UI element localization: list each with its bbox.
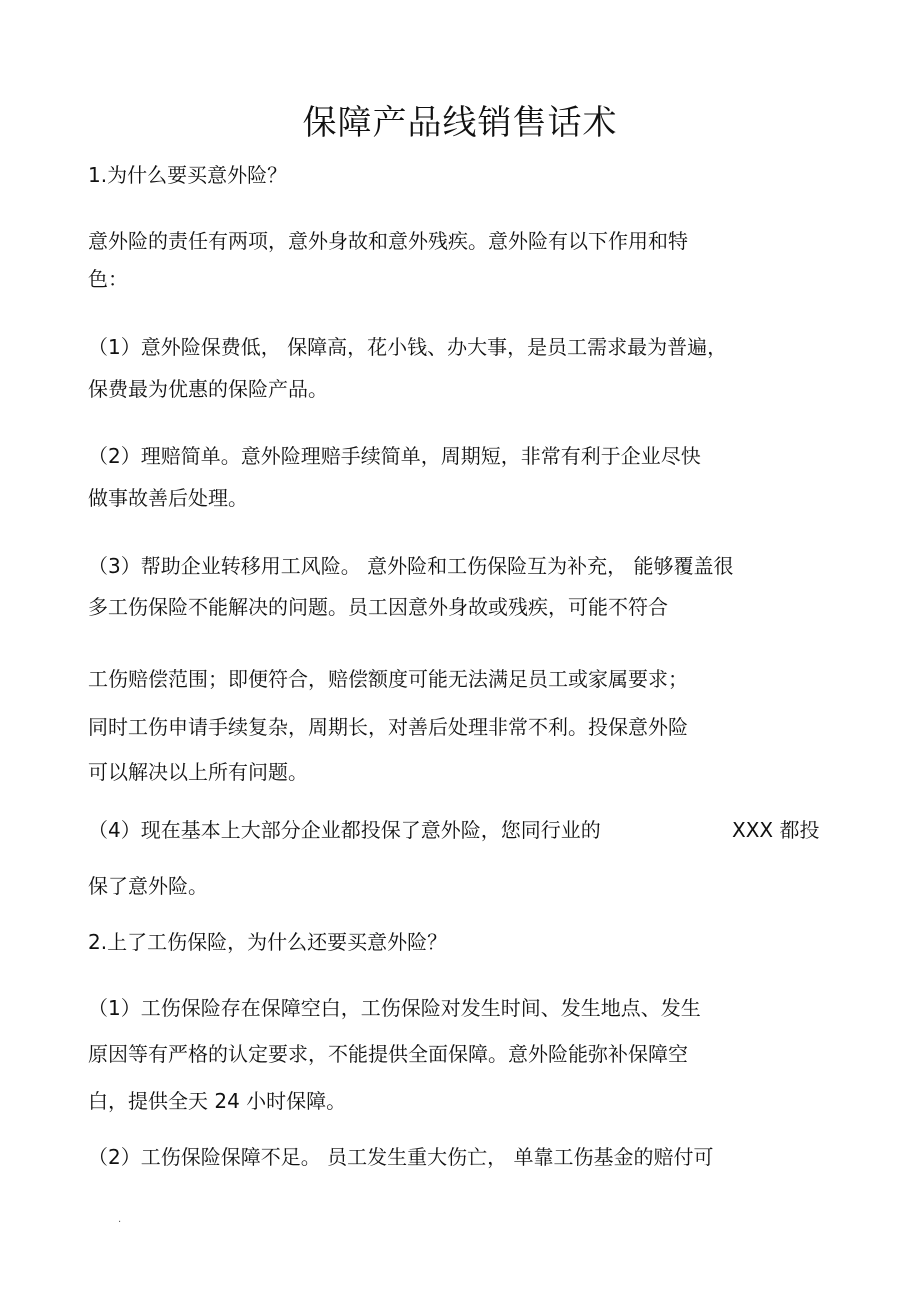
paragraph-line: （3）帮助企业转移用工风险。 意外险和工伤保险互为补充， 能够覆盖很 <box>88 554 734 578</box>
paragraph-line: 色： <box>88 267 128 291</box>
paragraph-line: 同时工伤申请手续复杂，周期长，对善后处理非常不利。投保意外险 <box>88 715 688 739</box>
paragraph-line: （2）工伤保险保障不足。 员工发生重大伤亡， 单靠工伤基金的赔付可 <box>88 1145 714 1169</box>
page-title: 保障产品线销售话术 <box>302 103 618 143</box>
paragraph-line: 白，提供全天 24 小时保障。 <box>88 1089 347 1113</box>
paragraph-line: 原因等有严格的认定要求，不能提供全面保障。意外险能弥补保障空 <box>88 1042 688 1066</box>
footer-mark: . <box>118 1214 122 1225</box>
paragraph-line: 做事故善后处理。 <box>88 486 248 510</box>
paragraph-line: 多工伤保险不能解决的问题。员工因意外身故或残疾，可能不符合 <box>88 595 668 619</box>
paragraph-line: 意外险的责任有两项，意外身故和意外残疾。意外险有以下作用和特 <box>88 229 688 253</box>
paragraph-line: 可以解决以上所有问题。 <box>88 760 308 784</box>
paragraph-line: （1）意外险保费低， 保障高，花小钱、办大事，是员工需求最为普遍， <box>88 335 728 359</box>
paragraph-line-tail: XXX 都投 <box>732 818 820 842</box>
paragraph-line: （4）现在基本上大部分企业都投保了意外险，您同行业的 <box>88 818 601 842</box>
question-1: 1.为什么要买意外险？ <box>88 163 288 187</box>
paragraph-line: （2）理赔简单。意外险理赔手续简单，周期短，非常有利于企业尽快 <box>88 444 701 468</box>
question-2: 2.上了工伤保险，为什么还要买意外险？ <box>88 930 448 954</box>
paragraph-line: 保费最为优惠的保险产品。 <box>88 377 328 401</box>
paragraph-line: 工伤赔偿范围；即便符合，赔偿额度可能无法满足员工或家属要求； <box>88 667 688 691</box>
paragraph-line: （1）工伤保险存在保障空白，工伤保险对发生时间、发生地点、发生 <box>88 996 701 1020</box>
paragraph-line: 保了意外险。 <box>88 874 208 898</box>
